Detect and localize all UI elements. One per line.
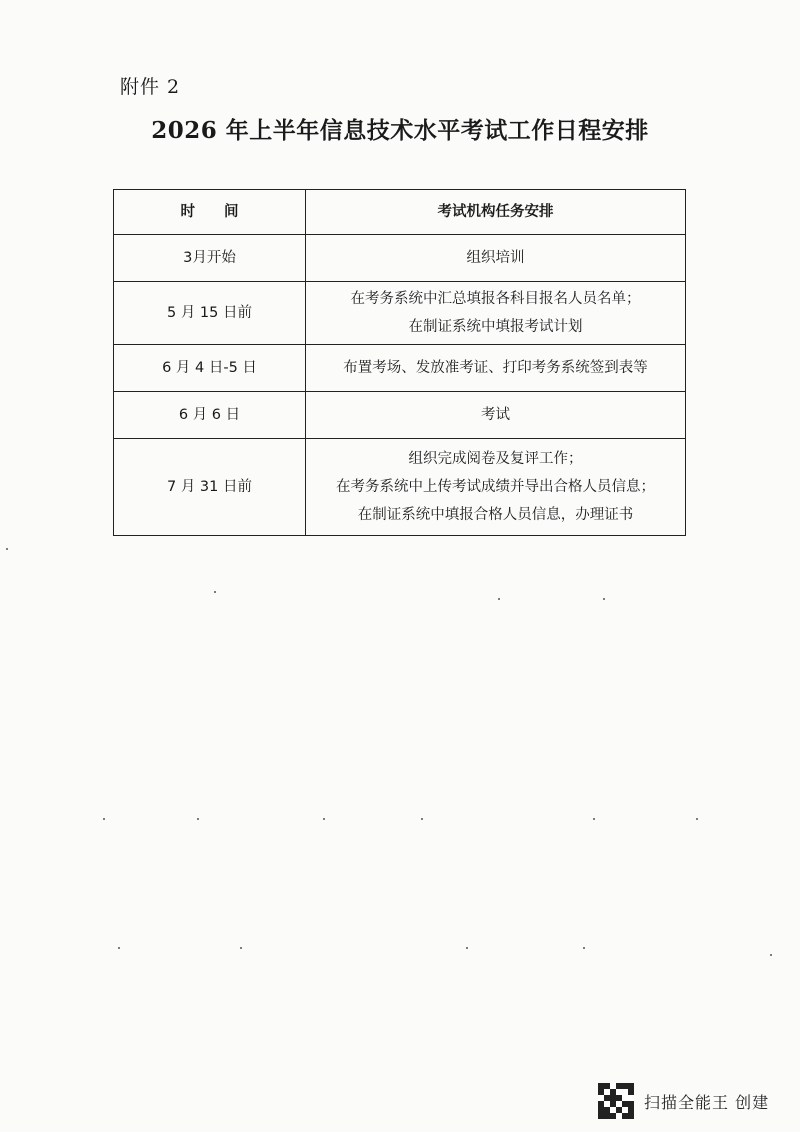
scan-speck <box>118 947 120 949</box>
scanner-watermark <box>598 1083 769 1119</box>
document-title: 2026 年上半年信息技术水平考试工作日程安排 <box>151 117 649 144</box>
scan-speck <box>214 591 216 593</box>
row-tasks <box>306 439 686 536</box>
table-row <box>114 392 686 439</box>
header-tasks: 考试机构任务安排 <box>306 190 686 235</box>
scan-speck <box>696 818 698 820</box>
row-time: 7 月 31 日前 <box>114 439 306 536</box>
scan-speck <box>466 947 468 949</box>
row-time: 6 月 4 日-5 日 <box>114 345 306 392</box>
scan-speck <box>583 947 585 949</box>
scan-speck <box>6 548 8 550</box>
table-row <box>114 282 686 345</box>
scan-speck <box>103 818 105 820</box>
table-row <box>114 345 686 392</box>
scan-speck <box>603 598 605 600</box>
scan-speck <box>593 818 595 820</box>
watermark-text: 扫描全能王 创建 <box>644 1092 770 1112</box>
scan-speck <box>240 947 242 949</box>
table-row <box>114 439 686 536</box>
row-tasks <box>306 345 686 392</box>
task-line: 组织培训 <box>466 250 525 266</box>
scan-speck <box>498 598 500 600</box>
qr-code-icon <box>598 1083 634 1119</box>
task-line: 组织完成阅卷及复评工作； <box>408 451 583 467</box>
scan-speck <box>197 818 199 820</box>
scan-speck <box>421 818 423 820</box>
scan-speck <box>770 954 772 956</box>
table-row <box>114 235 686 282</box>
schedule-table <box>113 189 686 536</box>
task-line: 在制证系统中填报考试计划 <box>408 319 583 335</box>
row-time: 6 月 6 日 <box>114 392 306 439</box>
attachment-label: 附件 2 <box>120 76 181 98</box>
header-time: 时 间 <box>114 190 306 235</box>
scan-speck <box>323 818 325 820</box>
task-line: 在考务系统中上传考试成绩并导出合格人员信息； <box>336 479 655 495</box>
task-line: 布置考场、发放准考证、打印考务系统签到表等 <box>343 360 648 376</box>
row-time: 3月开始 <box>114 235 306 282</box>
row-time: 5 月 15 日前 <box>114 282 306 345</box>
row-tasks <box>306 235 686 282</box>
task-line: 考试 <box>481 407 510 423</box>
row-tasks <box>306 282 686 345</box>
row-tasks <box>306 392 686 439</box>
task-line: 在制证系统中填报合格人员信息，办理证书 <box>357 507 634 523</box>
table-header-row <box>114 190 686 235</box>
task-line: 在考务系统中汇总填报各科目报名人员名单； <box>350 291 641 307</box>
